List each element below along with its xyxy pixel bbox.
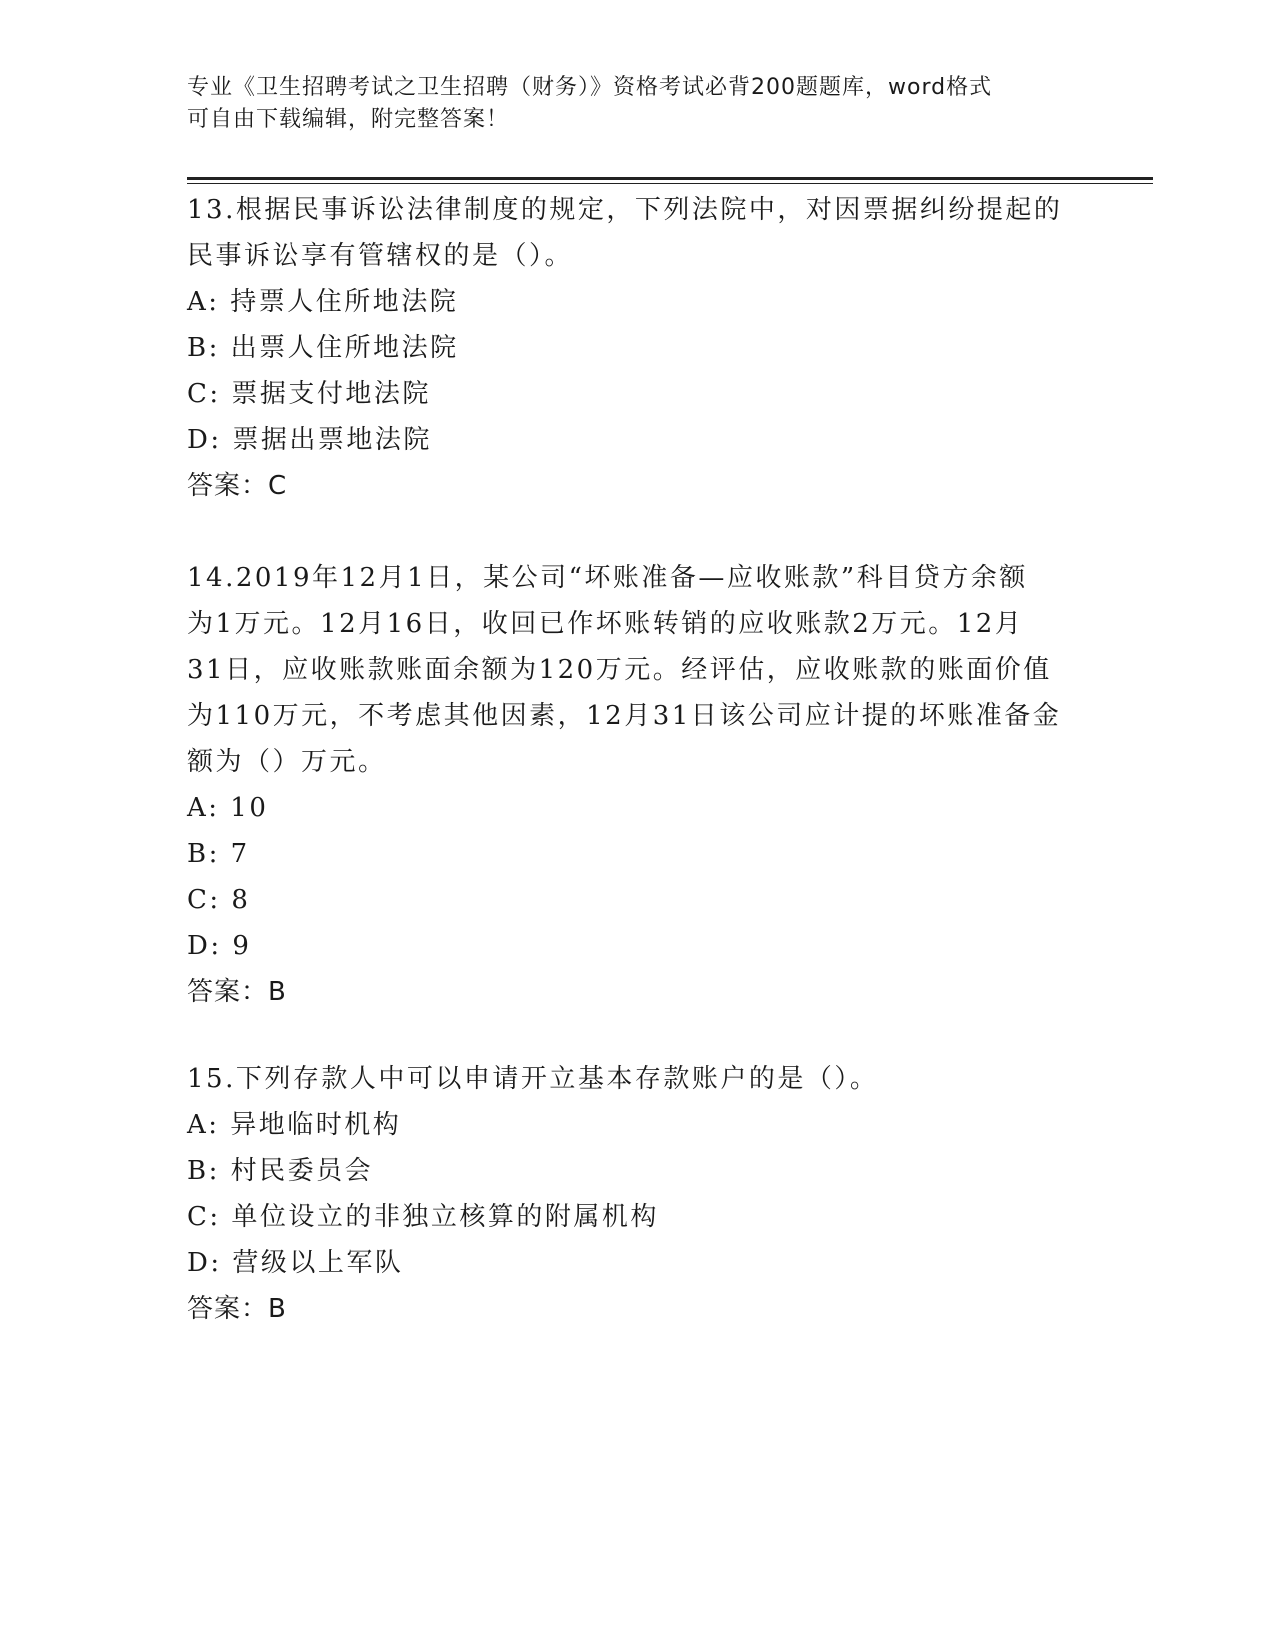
- question-text-line: 15.下列存款人中可以申请开立基本存款账户的是（）。: [187, 1064, 879, 1094]
- header-divider-thick: [187, 177, 1153, 180]
- answer: 答案：B: [187, 977, 287, 1007]
- option-a: A: 异地临时机构: [187, 1110, 402, 1140]
- question-text-line: 为1万元。12月16日，收回已作坏账转销的应收账款2万元。12月: [187, 609, 1024, 639]
- question-14: [187, 555, 1087, 1015]
- question-13: [187, 187, 1087, 509]
- option-c: C: 单位设立的非独立核算的附属机构: [187, 1202, 659, 1232]
- option-d: D: 9: [187, 931, 252, 961]
- header-divider-thin: [187, 183, 1153, 184]
- question-15: [187, 1056, 1087, 1332]
- header-line-1: 专业《卫生招聘考试之卫生招聘（财务）》资格考试必背200题题库，word格式: [187, 75, 993, 100]
- option-b: B: 7: [187, 839, 250, 869]
- header-line-2: 可自由下载编辑，附完整答案！: [187, 107, 510, 132]
- option-d: D: 票据出票地法院: [187, 425, 432, 455]
- document-header: [187, 72, 1067, 136]
- answer: 答案：C: [187, 471, 288, 501]
- question-text-line: 13.根据民事诉讼法律制度的规定，下列法院中，对因票据纠纷提起的: [187, 195, 1063, 225]
- option-c: C: 票据支付地法院: [187, 379, 431, 409]
- question-text-line: 额为（）万元。: [187, 747, 387, 777]
- answer: 答案：B: [187, 1294, 287, 1324]
- option-b: B: 村民委员会: [187, 1156, 374, 1186]
- option-a: A: 10: [187, 793, 269, 823]
- option-a: A: 持票人住所地法院: [187, 287, 459, 317]
- option-b: B: 出票人住所地法院: [187, 333, 459, 363]
- question-text-line: 为110万元，不考虑其他因素，12月31日该公司应计提的坏账准备金: [187, 701, 1062, 731]
- option-d: D: 营级以上军队: [187, 1248, 404, 1278]
- question-text-line: 14.2019年12月1日，某公司“坏账准备—应收账款”科目贷方余额: [187, 563, 1028, 593]
- option-c: C: 8: [187, 885, 251, 915]
- question-text-line: 31日，应收账款账面余额为120万元。经评估，应收账款的账面价值: [187, 655, 1052, 685]
- question-text-line: 民事诉讼享有管辖权的是（）。: [187, 241, 574, 271]
